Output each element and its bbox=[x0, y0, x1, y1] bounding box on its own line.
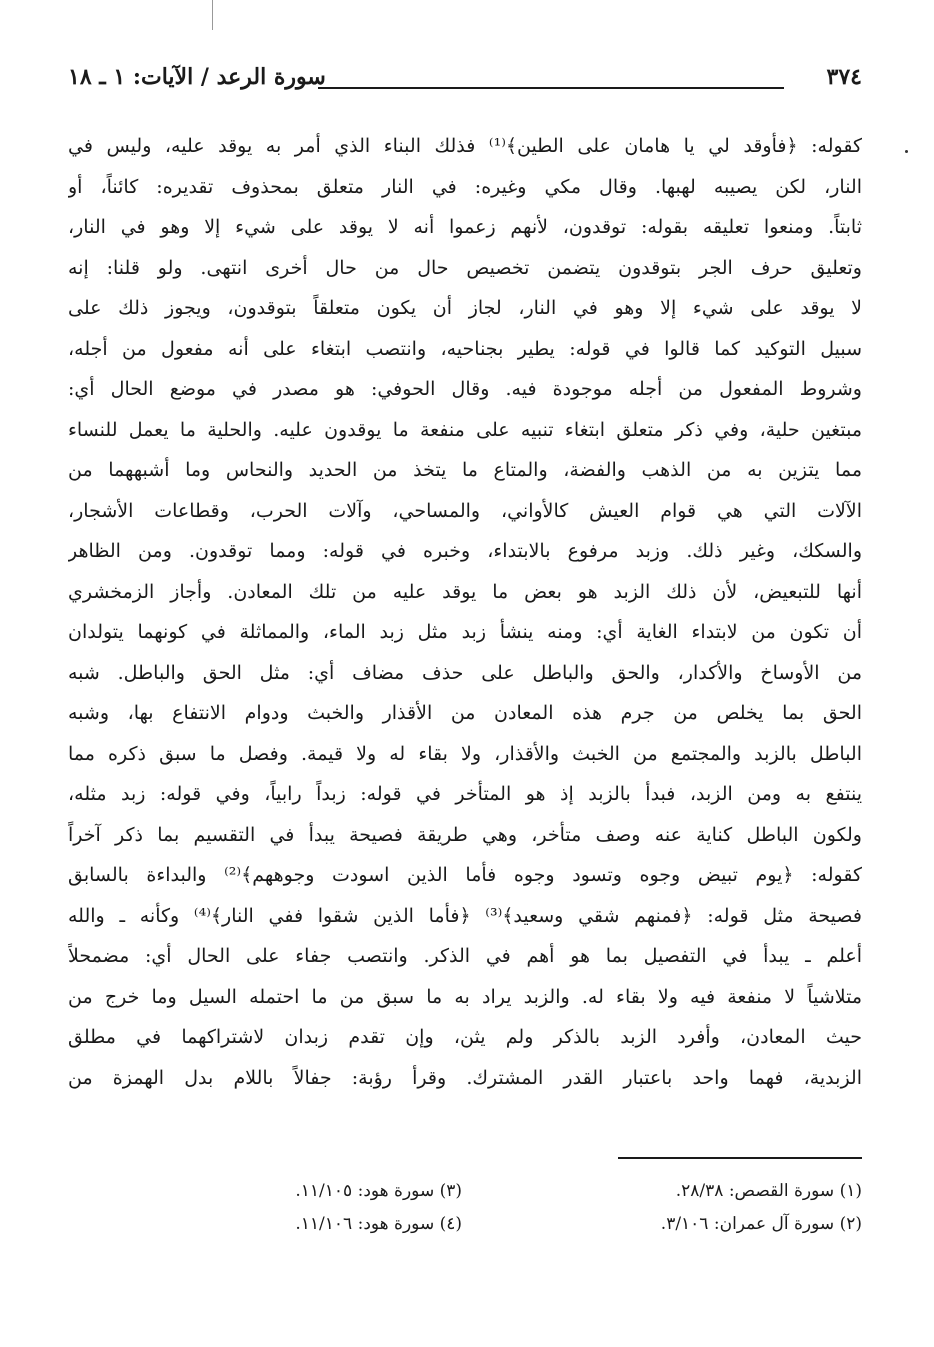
text-line: النار، لكن يصيبه لهبها. وقال مكي وغيره: في النار متعلق بمحذوف تقديره: كائناً، أو bbox=[68, 175, 862, 198]
body-text bbox=[68, 126, 862, 1098]
text-line: أن تكون من لابتداء الغاية أي: ومنه ينشأ زبد مثل زبد الماء، والمماثلة في كونهما يتولدان bbox=[68, 621, 862, 643]
header-title: سورة الرعد / الآيات: ١ ـ ١٨ bbox=[68, 64, 326, 90]
text-line: فصيحة مثل قوله: ﴿فمنهم شقي وسعيد﴾⁽³⁾ ﴿فأما الذين شقوا ففي النار﴾⁽⁴⁾ وكأنه ـ والله bbox=[68, 904, 862, 927]
text-line: الحق بما يخلص من جرم هذه المعادن من الأقذار والخبث ودوام الانتفاع بها، وشبه bbox=[68, 702, 862, 724]
binding-mark bbox=[212, 0, 213, 30]
page-number: ٣٧٤ bbox=[826, 64, 862, 90]
header-rule bbox=[318, 87, 784, 89]
footnotes-left-column bbox=[132, 1175, 462, 1241]
text-line: كقوله: ﴿فأوقد لي يا هامان على الطين﴾⁽¹⁾ فذلك البناء الذي أمر به يوقد عليه، وليس في bbox=[68, 135, 862, 157]
text-line: أعلم ـ يبدأ في التفصيل بما هو أهم في الذكر. وانتصب جفاء على الحال أي: مضمحلاً bbox=[68, 945, 862, 967]
text-line: وشروط المفعول من أجله موجودة فيه. وقال الحوفي: هو مصدر في موضع الحال أي: bbox=[68, 378, 862, 400]
footnote-1: (١) سورة القصص: ٢٨/٣٨. bbox=[675, 1181, 862, 1201]
running-header bbox=[68, 60, 862, 96]
text-line: من الأوساخ والأكدار، والحق والباطل على حذف مضاف أي: مثل الحق والباطل. شبه bbox=[68, 661, 862, 684]
text-line: الآلات التي هي قوام العيش كالأواني، والمساحي، وآلات الحرب، وقطاعات الأشجار، bbox=[68, 499, 862, 522]
footnote-rule bbox=[618, 1157, 862, 1159]
text-line: ينتفع به ومن الزبد، فبدأ بالزبد إذ هو المتأخر في قوله: زبداً رابياً، وفي قوله: زبد مثله، bbox=[68, 783, 862, 805]
text-line: أنها للتبعيض، لأن ذلك الزبد هو بعض ما يوقد عليه من تلك المعادن. وأجاز الزمخشري bbox=[68, 580, 862, 603]
text-line: كقوله: ﴿يوم تبيض وجوه وتسود وجوه فأما الذين اسودت وجوههم﴾⁽²⁾ والبداءة بالسابق bbox=[68, 864, 862, 886]
footnote-3: (٣) سورة هود: ١١/١٠٥. bbox=[295, 1181, 462, 1201]
footnote-2: (٢) سورة آل عمران: ٣/١٠٦. bbox=[660, 1214, 862, 1234]
text-line: سبيل التوكيد كما قالوا في قوله: يطير بجناحيه، وانتصب ابتغاء على أنه مفعول من أجله، bbox=[68, 337, 862, 360]
text-line: وتعليق حرف الجر بتوقدون يتضمن تخصيص حال من حال أخرى انتهى. ولو قلنا: إنه bbox=[68, 256, 862, 279]
footnote-4: (٤) سورة هود: ١١/١٠٦. bbox=[295, 1214, 462, 1234]
text-line: متلاشياً لا منفعة فيه ولا بقاء له. والزبد يراد به ما سبق من ما احتمله السيل وما خرج من bbox=[68, 985, 862, 1008]
text-line: والسكك، وغير ذلك. وزبد مرفوع بالابتداء، وخبره في قوله: ومما توقدون. ومن الظاهر bbox=[68, 540, 862, 562]
text-line: مما يتزين به من الذهب والفضة، والمتاع ما يتخذ من الحديد والنحاس وما أشبههما من bbox=[68, 459, 862, 481]
footnotes-right-column bbox=[532, 1175, 862, 1241]
text-line: الزبدية، فهما واحد باعتبار القدر المشترك. وقرأ رؤبة: جفالاً باللام بدل الهمزة من bbox=[68, 1066, 862, 1089]
margin-dot bbox=[905, 150, 908, 153]
text-line: مبتغين حلية، وفي ذكر متعلق ابتغاء تنبيه على منفعة ما يوقدون عليه. والحلية ما يعمل للنساء bbox=[68, 418, 862, 441]
text-line: لا يوقد على شيء إلا وهو في النار، لجاز أن يكون متعلقاً بتوقدون، ويجوز ذلك على bbox=[68, 297, 862, 319]
text-line: ثابتاً. ومنعوا تعليقه بقوله: توقدون، لأنهم زعموا أنه لا يوقد على شيء إلا وهو في النار، bbox=[68, 216, 862, 238]
text-line: ولكون الباطل كناية عنه وصف متأخر، وهي طريقة فصيحة يبدأ في التقسيم بما ذكر آخراً bbox=[68, 823, 862, 846]
text-line: الباطل بالزبد والمجتمع من الخبث والأقذار، ولا بقاء له ولا قيمة. وفصل ما سبق ذكره مما bbox=[68, 742, 862, 765]
text-line: حيث المعادن، وأفرد الزبد بالذكر ولم يثن، وإن تقدم زبدان لاشتراكهما في مطلق bbox=[68, 1026, 862, 1048]
